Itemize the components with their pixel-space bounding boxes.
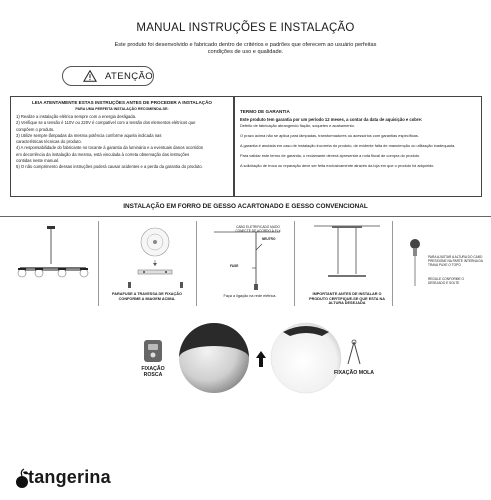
manual-subtitle: Este produto foi desenvolvido e fabricado dentro de critérios e padrões que oferecem ao usuário perfeitas condições de uso e qualidade.: [114, 42, 377, 55]
warranty-item: A solicitação de troca ou reparação deve ser feita exclusivamente através da loja em que o produto foi adquirido.: [240, 164, 435, 169]
warning-label: ATENÇÃO: [104, 70, 153, 82]
warranty-item: O prazo acima não se aplica para lâmpadas, transformadores ou acessórios com garantias específicas.: [240, 134, 419, 139]
warranty-list: [235, 122, 481, 169]
step2-caption: PARAFUSE A TRAVESSA DE FIXAÇÃO CONFORME A IMAGEM ACIMA.: [112, 292, 182, 301]
instruction-item: 3) Utilize sempre lâmpadas da mesma potência conforme aquela indicada nas: [16, 132, 162, 138]
mola-spring-icon: [344, 338, 364, 366]
step4-caption: IMPORTANTE ANTES DE INSTALAR O PRODUTO CERTIFIQUE-SE QUE ESTA NA ALTURA DESEJADA: [309, 292, 385, 306]
warranty-box: [234, 96, 482, 197]
instruction-item: 2) Verifique se a tensão é 110V ou 220V é compatível com a tensão dos elementos elétricos que: [16, 120, 196, 126]
wiring-illustration: [208, 226, 286, 292]
height-check-illustration: [308, 222, 386, 290]
instruction-item: características técnicas do produto.: [16, 139, 82, 145]
arrow-up-icon: [255, 350, 267, 368]
instructions-box: [10, 96, 234, 197]
instruction-item: em decorrência da instalação da mesma, está vinculada à correta observação das instruções: [16, 151, 190, 157]
step3-caption: Faça a ligação na rede elétrica.: [223, 294, 277, 298]
step5-side-note: PARA AJUSTAR A ALTURA DO CABO PRESSIONE NA PARTE INTERNA DA TRAVA PUXE O TOPO: [428, 255, 483, 267]
fase-label: FASE: [230, 264, 239, 268]
step5-bottom-note: REGULE CONFORME O DESEJADO E SOLTE: [428, 277, 464, 285]
instructions-subheading: PARA UMA PERFEITA INSTALAÇÃO RECOMENDA-SE:: [75, 107, 169, 111]
warranty-item: Para validar este termo de garantia, o reclamante deverá apresentar a nota fiscal de compra do produto.: [240, 154, 421, 159]
instruction-item: 5) O não cumprimento dessas instruções poderá causar acidentes e a perda da garantia do produto.: [16, 164, 203, 170]
globe-rosca-illustration: [178, 322, 250, 394]
instruction-item: contidas neste manual.: [16, 158, 60, 164]
instruction-item: 4) A responsabilidade do fabricante no tocante à garantia da luminária e a eventuais danos ocorridos: [16, 145, 203, 151]
instructions-heading: LEIA ATENTAMENTE ESTAS INSTRUÇÕES ANTES DE PROCEDER A INSTALAÇÃO: [31, 100, 212, 105]
rosca-fixture-icon: [140, 336, 166, 366]
step-divider: [98, 221, 99, 306]
rosca-label: FIXAÇÃO ROSCA: [141, 366, 165, 378]
instruction-item: compõem o produto.: [16, 126, 55, 132]
warning-badge: [62, 66, 154, 86]
install-section-title: INSTALAÇÃO EM FORRO DE GESSO ACARTONADO E GESSO CONVENCIONAL: [123, 203, 368, 210]
step-divider: [392, 221, 393, 306]
step3-cable-note: CABO ELETRIFICADO MUDO CONECTE DE ACORDO À FLX: [235, 225, 281, 233]
brand-name: tangerina: [28, 467, 111, 487]
cable-adjust-illustration: [400, 230, 430, 290]
neutro-label: NEUTRO: [262, 237, 276, 241]
instructions-list: [11, 111, 233, 171]
mola-label: FIXAÇÃO MOLA: [333, 370, 375, 376]
instruction-item: 1) Realize a instalação elétrica sempre com a energia desligada.: [16, 114, 137, 119]
globe-mola-illustration: [270, 322, 342, 394]
section-divider: [0, 216, 491, 217]
canopy-bracket-illustration: [120, 222, 190, 292]
warning-triangle-icon: [83, 69, 97, 83]
step-divider: [196, 221, 197, 306]
warranty-item: A garantia é anulada em caso de instalação incorreta do produto, de evidente falta de manutenção ou utilização inadequada.: [240, 144, 456, 149]
manual-title: MANUAL INSTRUÇÕES E INSTALAÇÃO: [136, 22, 355, 34]
warranty-heading: TERMO DE GARANTIA: [240, 109, 290, 114]
warranty-subheading: Este produto tem garantia por um período 12 meses, a contar da data de aquisição e cobre:: [240, 117, 423, 122]
step-divider: [294, 221, 295, 306]
warranty-item: Defeito de fabricação abrangendo fiação, soquetes e acabamento.: [240, 124, 355, 128]
pendant-illustration: [8, 222, 94, 302]
